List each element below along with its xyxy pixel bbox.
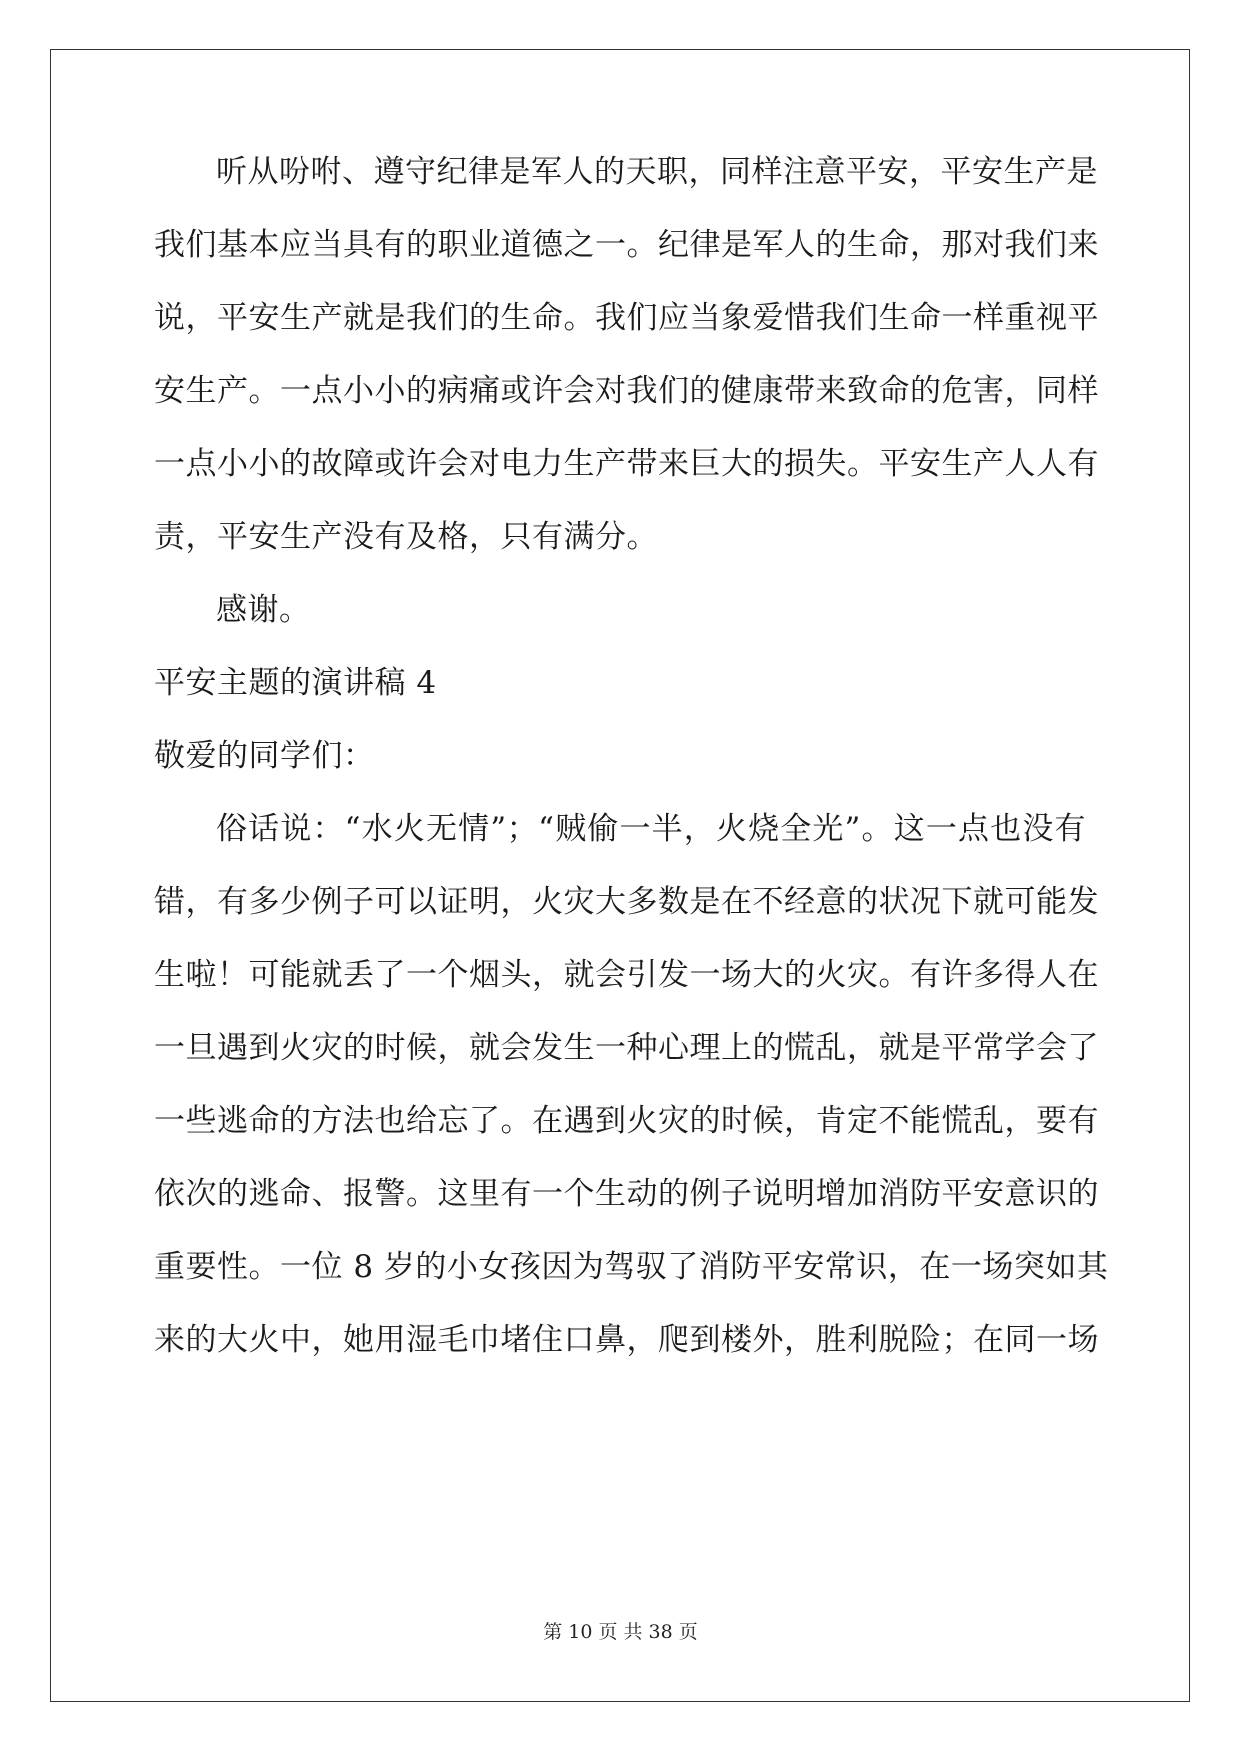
paragraph-line: 重要性。一位 8 岁的小女孩因为驾驭了消防平安常识，在一场突如其 <box>154 1249 1109 1285</box>
paragraph-line: 来的大火中，她用湿毛巾堵住口鼻，爬到楼外，胜利脱险；在同一场 <box>154 1322 1099 1358</box>
paragraph-line: 俗话说：“水火无情”；“贼偷一半，火烧全光”。这一点也没有 <box>216 811 1086 847</box>
paragraph-line: 生啦！可能就丢了一个烟头，就会引发一场大的火灾。有许多得人在 <box>154 957 1099 993</box>
section-title: 平安主题的演讲稿 4 <box>154 665 437 701</box>
paragraph-line: 一点小小的故障或许会对电力生产带来巨大的损失。平安生产人人有 <box>154 446 1099 482</box>
salutation: 敬爱的同学们： <box>154 738 375 774</box>
paragraph-line: 错，有多少例子可以证明，火灾大多数是在不经意的状况下就可能发 <box>154 884 1099 920</box>
paragraph-line: 一旦遇到火灾的时候，就会发生一种心理上的慌乱，就是平常学会了 <box>154 1030 1099 1066</box>
paragraph-line: 一些逃命的方法也给忘了。在遇到火灾的时候，肯定不能慌乱，要有 <box>154 1103 1099 1139</box>
closing-line: 感谢。 <box>216 592 311 628</box>
page-border <box>50 49 1190 1702</box>
paragraph-line: 我们基本应当具有的职业道德之一。纪律是军人的生命，那对我们来 <box>154 227 1099 263</box>
paragraph-line: 说，平安生产就是我们的生命。我们应当象爱惜我们生命一样重视平 <box>154 300 1099 336</box>
paragraph-line: 听从吩咐、遵守纪律是军人的天职，同样注意平安，平安生产是 <box>216 154 1098 190</box>
page-number-footer: 第 10 页 共 38 页 <box>543 1621 698 1643</box>
paragraph-line: 责，平安生产没有及格，只有满分。 <box>154 519 658 555</box>
paragraph-line: 安生产。一点小小的病痛或许会对我们的健康带来致命的危害，同样 <box>154 373 1099 409</box>
paragraph-line: 依次的逃命、报警。这里有一个生动的例子说明增加消防平安意识的 <box>154 1176 1099 1212</box>
